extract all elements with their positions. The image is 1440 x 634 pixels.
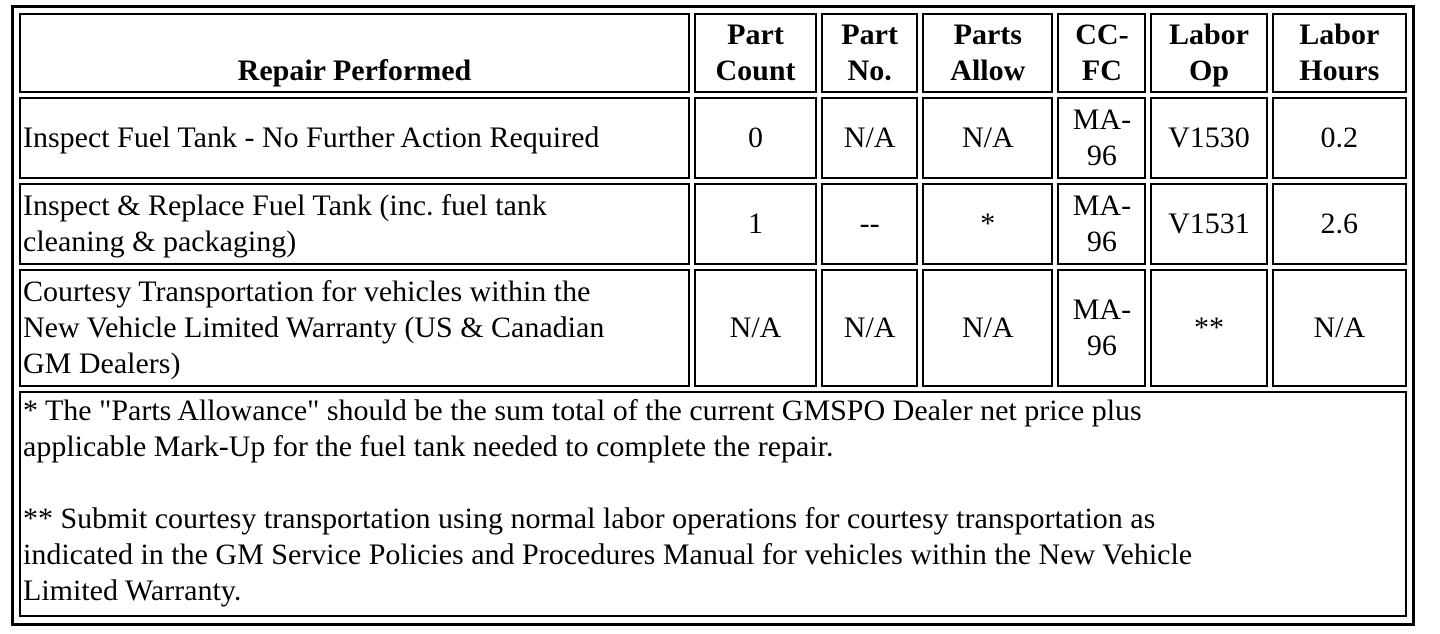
cell-labor-op: ** (1150, 269, 1267, 387)
cell-parts-allow: N/A (922, 269, 1053, 387)
cell-labor-hours: N/A (1272, 269, 1407, 387)
cell-cc-fc: MA- 96 (1057, 269, 1146, 387)
header-part-count: Part Count (694, 13, 817, 93)
header-part-no: Part No. (821, 13, 918, 93)
cell-part-no: N/A (821, 97, 918, 179)
cell-repair: Inspect & Replace Fuel Tank (inc. fuel tank cleaning & packaging) (19, 183, 690, 265)
cell-labor-hours: 2.6 (1272, 183, 1407, 265)
header-labor-op: Labor Op (1150, 13, 1267, 93)
cell-parts-allow: * (922, 183, 1053, 265)
cell-part-count: N/A (694, 269, 817, 387)
cell-repair: Inspect Fuel Tank - No Further Action Required (19, 97, 690, 179)
cell-labor-hours: 0.2 (1272, 97, 1407, 179)
cell-part-count: 1 (694, 183, 817, 265)
header-cc-fc: CC- FC (1057, 13, 1146, 93)
cell-labor-op: V1531 (1150, 183, 1267, 265)
cell-repair: Courtesy Transportation for vehicles within the New Vehicle Limited Warranty (US & Canadian GM Dealers) (19, 269, 690, 387)
notes-cell (19, 391, 1407, 617)
table-row (19, 269, 1407, 387)
header-parts-allow: Parts Allow (922, 13, 1053, 93)
cell-part-no: N/A (821, 269, 918, 387)
notes-row (19, 391, 1407, 617)
table-row (19, 97, 1407, 179)
header-repair-performed: Repair Performed (19, 13, 690, 93)
cell-labor-op: V1530 (1150, 97, 1267, 179)
cell-parts-allow: N/A (922, 97, 1053, 179)
header-labor-hours: Labor Hours (1272, 13, 1407, 93)
table-row (19, 183, 1407, 265)
cell-part-count: 0 (694, 97, 817, 179)
cell-cc-fc: MA- 96 (1057, 183, 1146, 265)
repair-table (15, 9, 1411, 621)
cell-cc-fc: MA- 96 (1057, 97, 1146, 179)
header-row (19, 13, 1407, 93)
cell-part-no: -- (821, 183, 918, 265)
note-parts-allowance: * The "Parts Allowance" should be the sum total of the current GMSPO Dealer net price plus applicable Mark-Up for the fuel tank needed to complete the repair. (23, 394, 1142, 463)
note-courtesy-transportation: ** Submit courtesy transportation using normal labor operations for courtesy transportation as indicated in the GM Service Policies and Procedures Manual for vehicles within the New Vehicle Limited Warranty. (23, 502, 1193, 607)
